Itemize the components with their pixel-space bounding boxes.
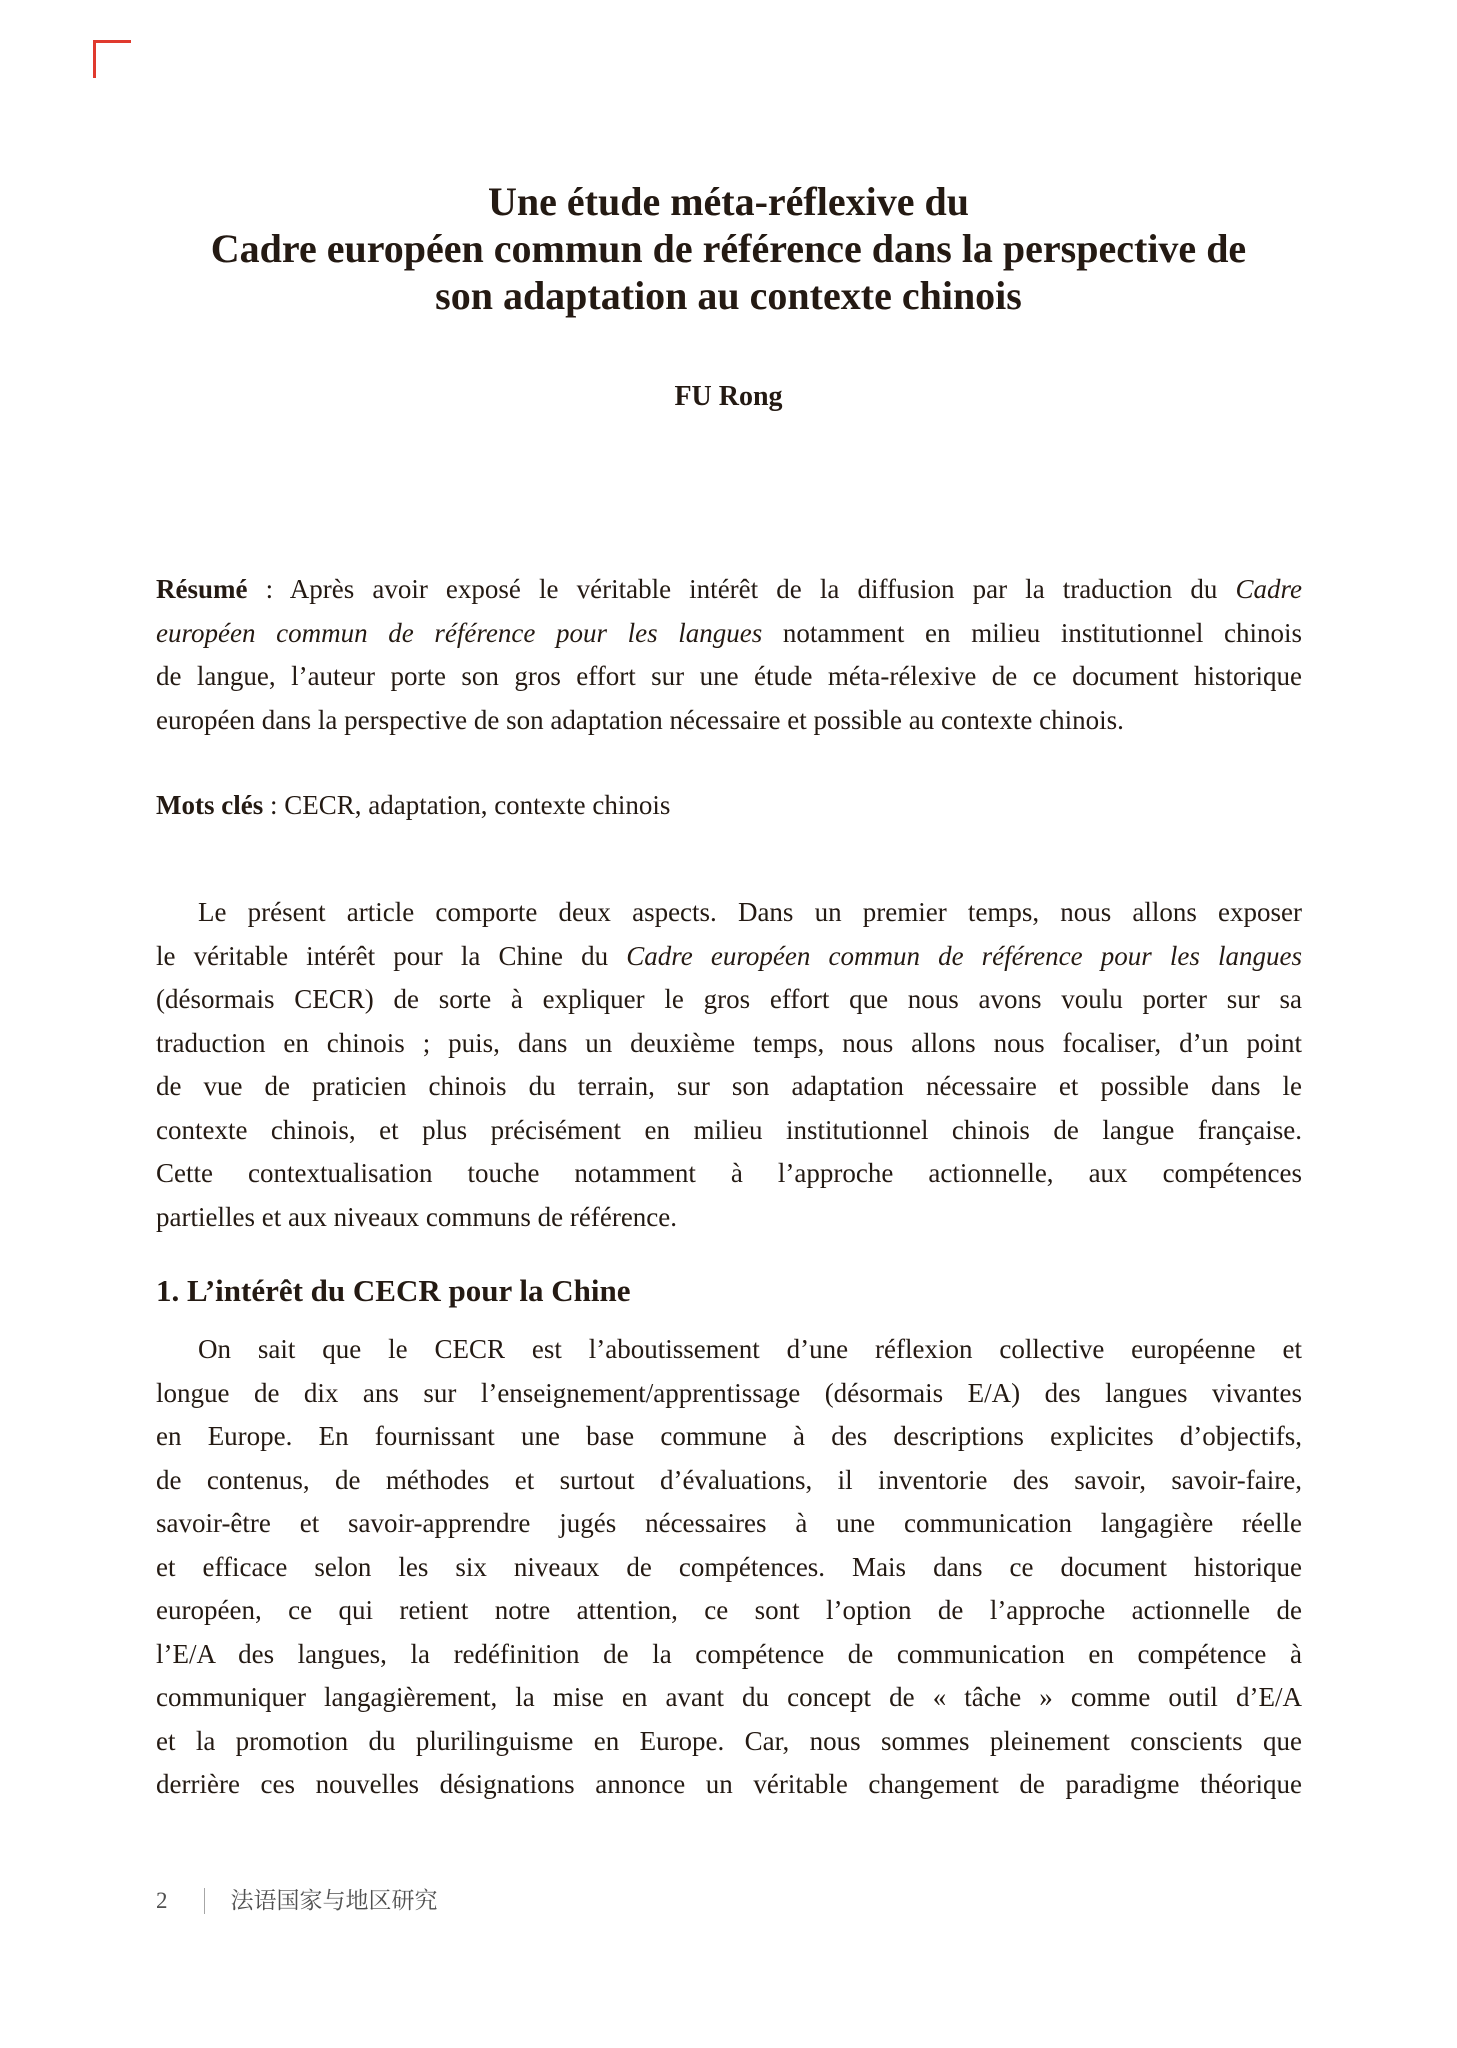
bold-text: Résumé bbox=[156, 574, 248, 604]
body-text: de langue, l’auteur porte son gros effort sur une étude méta-rélexive de ce document historique bbox=[156, 661, 1302, 691]
italic-text: Cadre bbox=[1235, 574, 1302, 604]
author-name: FU Rong bbox=[674, 381, 783, 412]
text-line bbox=[156, 1676, 1302, 1720]
text-line bbox=[156, 978, 1302, 1022]
text-line bbox=[156, 568, 1302, 612]
body-text: européen, ce qui retient notre attention, ce sont l’option de l’approche actionnelle de bbox=[156, 1595, 1302, 1625]
text-line bbox=[156, 1589, 1302, 1633]
body-text: On sait que le CECR est l’aboutissement d’une réflexion collective européenne et bbox=[198, 1334, 1302, 1364]
article-title-line-3: son adaptation au contexte chinois bbox=[435, 273, 1022, 318]
body-text: partielles et aux niveaux communs de référence. bbox=[156, 1201, 678, 1232]
text-line bbox=[156, 1152, 1302, 1196]
intro-paragraph bbox=[156, 891, 1302, 1239]
text-line bbox=[156, 935, 1302, 979]
text-line bbox=[156, 699, 1302, 743]
body-text: notamment en milieu institutionnel chinois bbox=[762, 617, 1302, 648]
body-text: : Après avoir exposé le véritable intérêt de la diffusion par la traduction du bbox=[247, 574, 1236, 604]
body-text: Cette contextualisation touche notamment à l’approche actionnelle, aux compétences bbox=[156, 1158, 1302, 1188]
text-line bbox=[156, 891, 1302, 935]
article-title-line-2: Cadre européen commun de référence dans la perspective de bbox=[210, 226, 1247, 271]
text-line bbox=[156, 1459, 1302, 1503]
body-text: en Europe. En fournissant une base commune à des descriptions explicites d’objectifs, bbox=[156, 1421, 1302, 1451]
bold-text: Mots clés bbox=[156, 790, 264, 820]
text-line bbox=[156, 1109, 1302, 1153]
corner-crop-mark-horizontal bbox=[93, 40, 131, 43]
body-text: Le présent article comporte deux aspects. Dans un premier temps, nous allons exposer bbox=[198, 897, 1302, 927]
body-text: et la promotion du plurilinguisme en Europe. Car, nous sommes pleinement conscients que bbox=[156, 1725, 1302, 1756]
journal-title: 法语国家与地区研究 bbox=[230, 1888, 438, 1913]
text-line bbox=[156, 1415, 1302, 1459]
body-text: savoir-être et savoir-apprendre jugés nécessaires à une communication langagière réelle bbox=[156, 1508, 1302, 1538]
body-text: contexte chinois, et plus précisément en milieu institutionnel chinois de langue française. bbox=[156, 1114, 1302, 1145]
page-number: 2 bbox=[156, 1888, 168, 1913]
body-text: longue de dix ans sur l’enseignement/apprentissage (désormais E/A) des langues vivantes bbox=[156, 1377, 1302, 1408]
body-text: (désormais CECR) de sorte à expliquer le gros effort que nous avons voulu porter sur sa bbox=[156, 984, 1302, 1014]
section-1-paragraph bbox=[156, 1328, 1302, 1807]
text-line bbox=[156, 1372, 1302, 1416]
text-line bbox=[156, 1022, 1302, 1066]
text-line bbox=[156, 1328, 1302, 1372]
text-line bbox=[156, 784, 1302, 828]
text-line bbox=[156, 1763, 1302, 1807]
keywords-line bbox=[156, 784, 1302, 828]
abstract-paragraph bbox=[156, 568, 1302, 742]
corner-crop-mark-vertical bbox=[93, 40, 96, 78]
text-line bbox=[156, 1196, 1302, 1240]
body-text: le véritable intérêt pour la Chine du bbox=[156, 940, 627, 971]
page-footer bbox=[156, 1884, 438, 1918]
text-line bbox=[156, 1633, 1302, 1677]
text-line bbox=[156, 612, 1302, 656]
text-line bbox=[156, 655, 1302, 699]
text-line bbox=[156, 1546, 1302, 1590]
body-text: : CECR, adaptation, contexte chinois bbox=[263, 790, 671, 820]
text-line bbox=[156, 1065, 1302, 1109]
article-title bbox=[0, 178, 1457, 319]
article-title-line-1: Une étude méta-réflexive du bbox=[488, 179, 969, 224]
body-text: européen dans la perspective de son adaptation nécessaire et possible au contexte chinois. bbox=[156, 704, 1124, 735]
italic-text: Cadre européen commun de référence pour les langues bbox=[626, 940, 1302, 971]
corner-crop-mark bbox=[93, 40, 131, 78]
body-text: derrière ces nouvelles désignations annonce un véritable changement de paradigme théorique bbox=[156, 1769, 1302, 1799]
body-text: communiquer langagièrement, la mise en avant du concept de « tâche » comme outil d’E/A bbox=[156, 1682, 1302, 1712]
text-line bbox=[156, 1720, 1302, 1764]
body-text: de contenus, de méthodes et surtout d’évaluations, il inventorie des savoir, savoir-faire, bbox=[156, 1464, 1302, 1495]
body-text: et efficace selon les six niveaux de compétences. Mais dans ce document historique bbox=[156, 1551, 1302, 1582]
body-text: traduction en chinois ; puis, dans un deuxième temps, nous allons nous focaliser, d’un point bbox=[156, 1027, 1302, 1058]
section-1-heading: 1. L’intérêt du CECR pour la Chine bbox=[156, 1273, 631, 1308]
body-text: l’E/A des langues, la redéfinition de la compétence de communication en compétence à bbox=[156, 1638, 1302, 1669]
body-text: de vue de praticien chinois du terrain, sur son adaptation nécessaire et possible dans le bbox=[156, 1071, 1302, 1101]
italic-text: européen commun de référence pour les langues bbox=[156, 617, 763, 648]
text-line bbox=[156, 1502, 1302, 1546]
footer-divider bbox=[204, 1888, 205, 1914]
